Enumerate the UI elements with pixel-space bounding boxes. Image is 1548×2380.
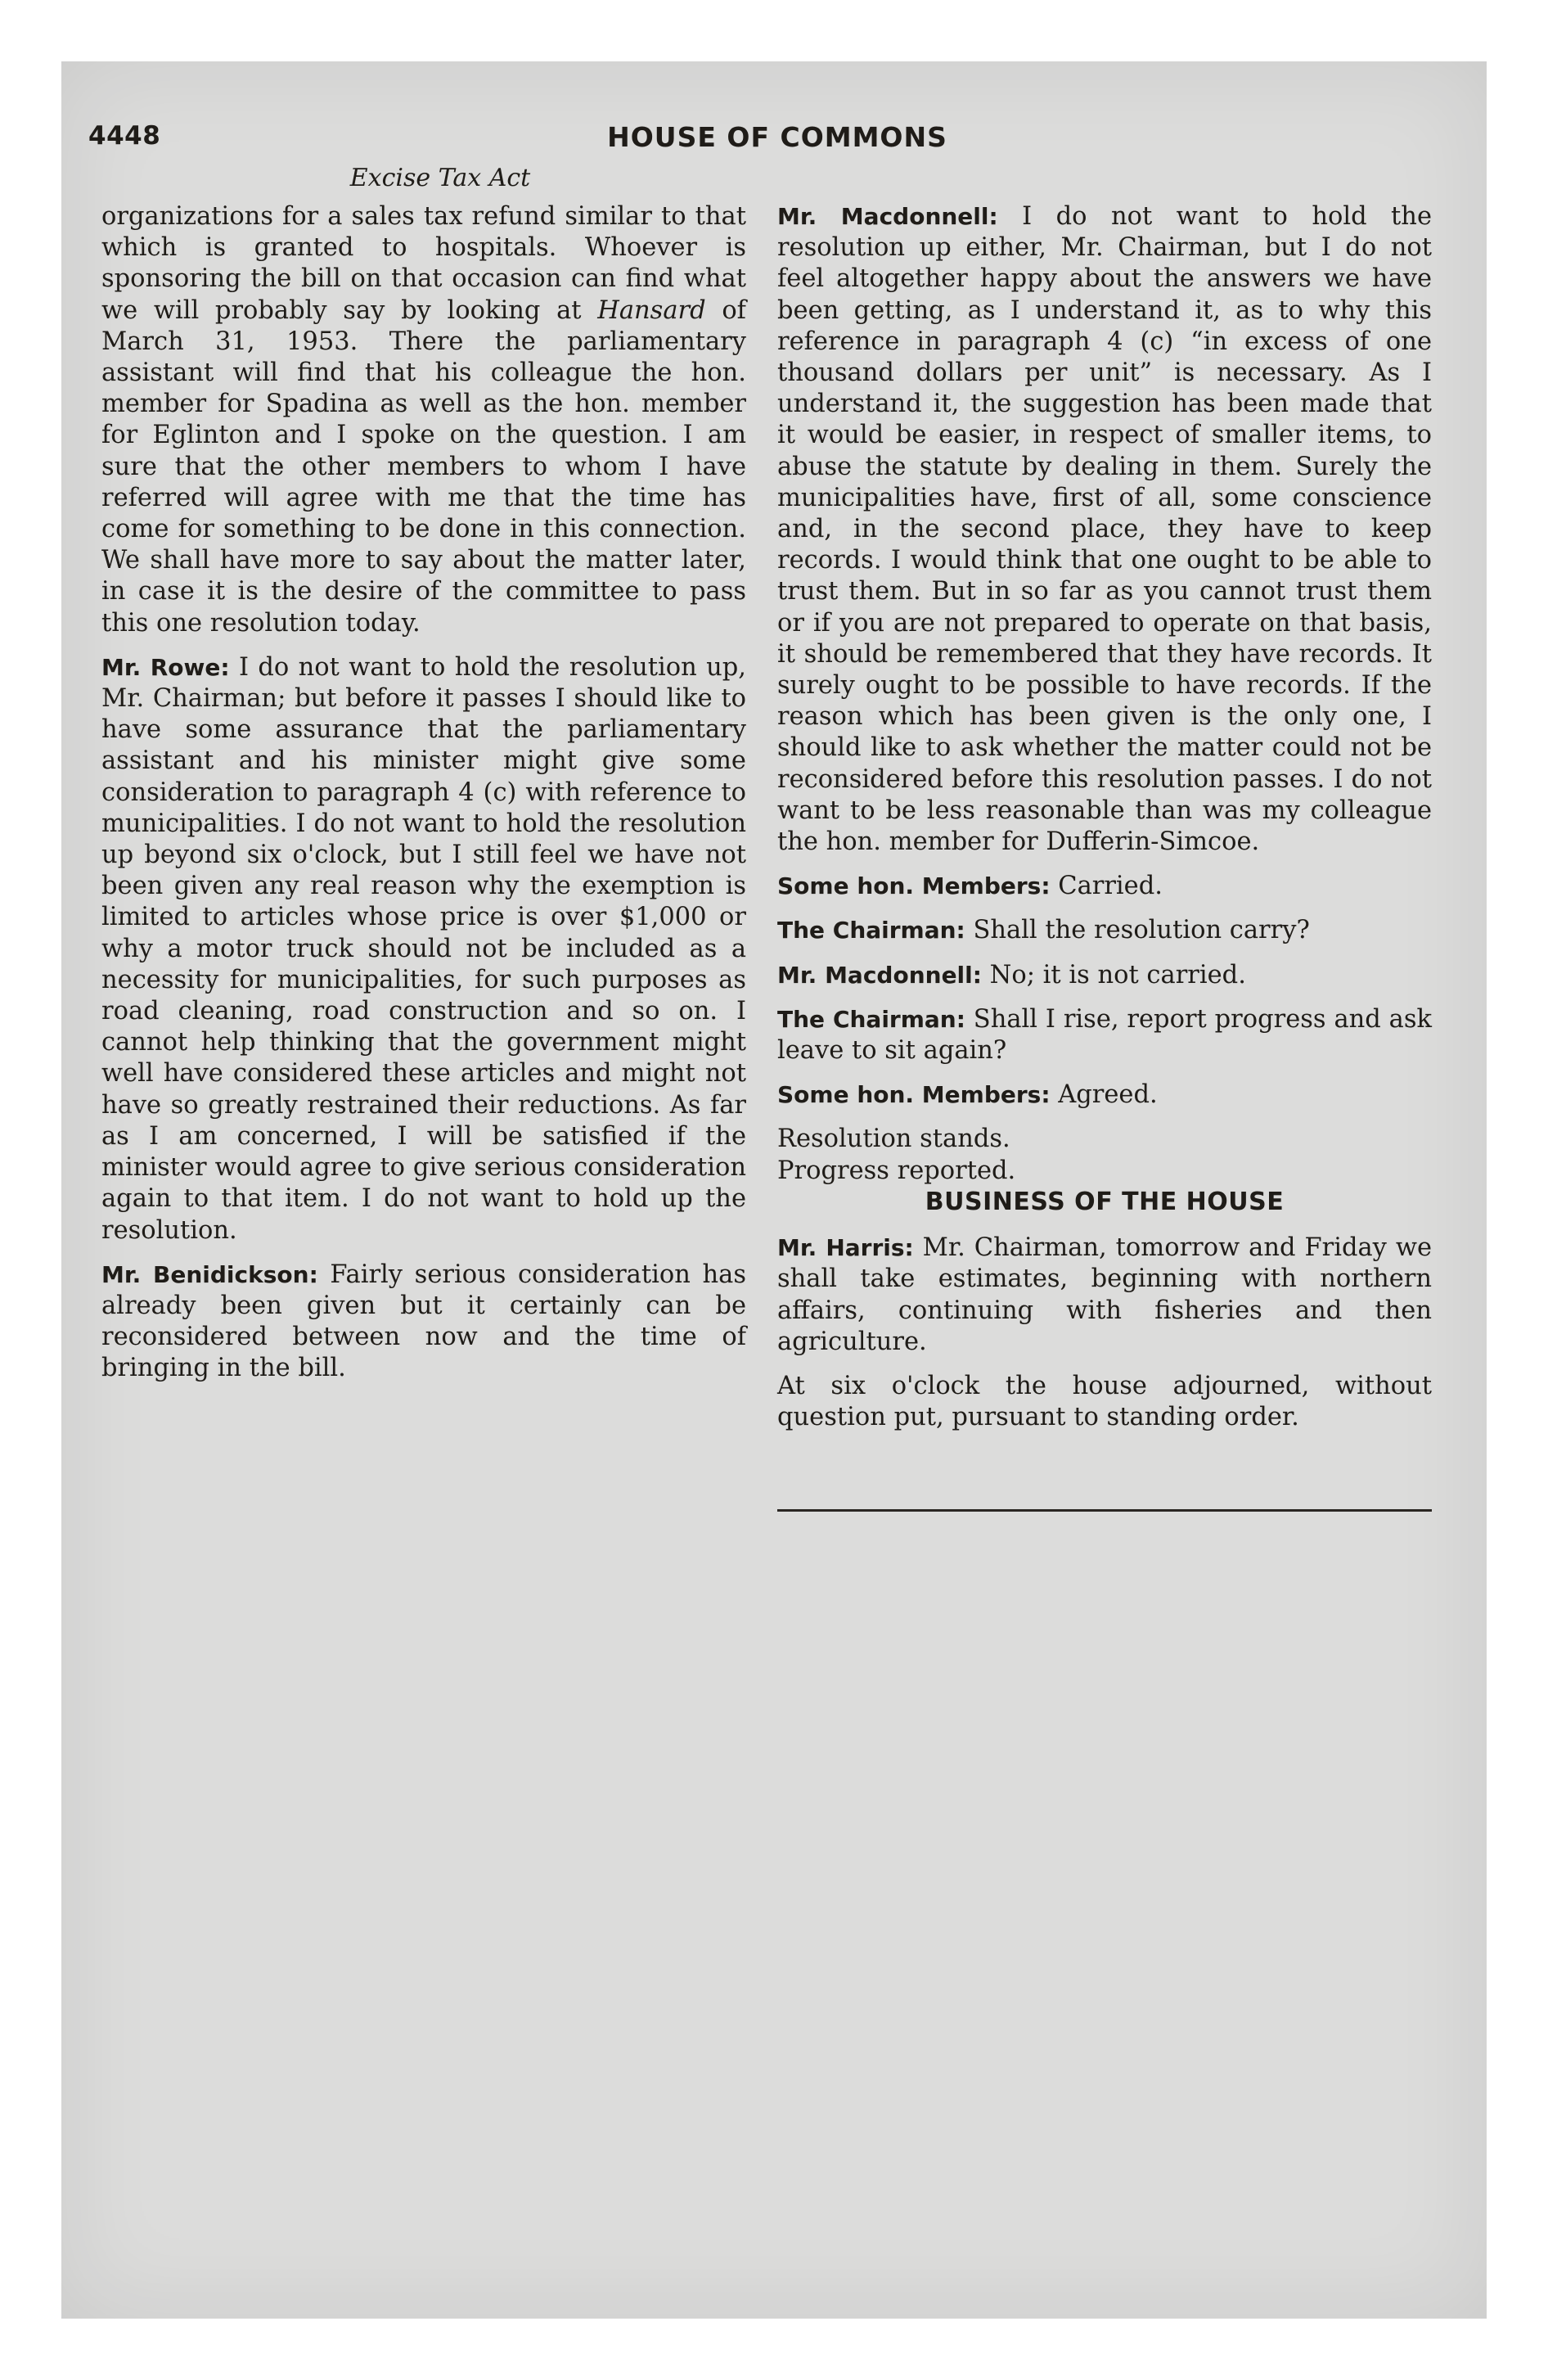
speaker-name: Mr. Harris: xyxy=(777,1234,914,1262)
speech-text: Shall the resolution carry? xyxy=(965,916,1310,945)
speaker-name: Mr. Benidickson: xyxy=(101,1260,318,1288)
speech xyxy=(777,201,1432,858)
progress-reported: Progress reported. xyxy=(777,1156,1016,1185)
speaker-name: Some hon. Members: xyxy=(777,1081,1051,1109)
speech-text: I do not want to hold the resolution up, Mr. Chairman; but before it passes I should like to have some assurance that the parliamentary assistant and his minister might give some consideration to paragraph 4 (c) with reference to municipalities. I do not want to hold the resolution up beyond six o'clock, but I still feel we have not been given any real reason why the exemption is limited to articles whose price is over $1,000 or why a motor truck should not be included as a necessity for municipalities, for such purposes as road cleaning, road construction and so on. I cannot help thinking that the government might well have considered these articles and might not have so greatly restrained their reductions. As far as I am concerned, I will be satisfied if the minister would agree to give serious consideration again to that item. I do not want to hold up the resolution. xyxy=(101,652,747,1245)
page-number: 4448 xyxy=(88,121,161,151)
paragraph-text: of March 31, 1953. There the parliamentary assistant will find that his colleague the hon. member for Spadina as well as the hon. member for Eglinton and I spoke on the question. I am sure that the other members to whom I have referred will agree with me that the time has come for something to be done in this connection. We shall have more to say about the matter later, in case it is the desire of the committee to pass this one resolution today. xyxy=(101,295,746,638)
speaker-name: Mr. Macdonnell: xyxy=(777,961,982,989)
hansard-reference: Hansard xyxy=(597,295,706,325)
speech xyxy=(777,1004,1432,1066)
speech xyxy=(777,960,1432,991)
speech-text: Shall I rise, report progress and ask leave to sit again? xyxy=(777,1004,1432,1066)
speech-text: Agreed. xyxy=(1050,1080,1158,1110)
section-heading: Excise Tax Act xyxy=(349,164,531,192)
adjournment-note: At six o'clock the house adjourned, without question put, pursuant to standing order. xyxy=(777,1371,1432,1432)
speaker-name: Some hon. Members: xyxy=(777,872,1051,900)
speech xyxy=(777,1233,1432,1358)
speech xyxy=(777,871,1432,902)
resolution-stands: Resolution stands. xyxy=(777,1125,1010,1154)
paragraph-text: organizations for a sales tax refund similar to that which is granted to hospitals. Whoever is sponsoring the bill on that occasion can find what we will probably say by looking at xyxy=(101,202,746,325)
speech-text: No; it is not carried. xyxy=(981,960,1246,989)
speech xyxy=(101,1260,746,1385)
end-rule xyxy=(777,1509,1432,1512)
speech xyxy=(777,1080,1432,1111)
speaker-name: The Chairman: xyxy=(777,1005,965,1033)
speech-text: Mr. Chairman, tomorrow and Friday we shall take estimates, beginning with northern affairs, continuing with fisheries and then agriculture. xyxy=(777,1233,1432,1356)
business-heading: BUSINESS OF THE HOUSE xyxy=(925,1187,1285,1216)
speaker-name: Mr. Rowe: xyxy=(101,653,230,681)
speech-text: Fairly serious consideration has already been given but it certainly can be reconsidered between now and the time of bringing in the bill. xyxy=(101,1260,746,1383)
speech-text: I do not want to hold the resolution up either, Mr. Chairman, but I do not feel altogether happy about the answers we have been getting, as I understand it, as to why this reference in paragraph 4 (c) “in excess of one thousand dollars per unit” is necessary. As I understand it, the suggestion has been made that it would be easier, in respect of smaller items, to abuse the statute by dealing in them. Surely the municipalities have, first of all, some conscience and, in the second place, they have to keep records. I would think that one ought to be able to trust them. But in so far as you cannot trust them or if you are not prepared to operate on that basis, it should be remembered that they have records. It surely ought to be possible to have records. If the reason which has been given is the only one, I should like to ask whether the matter could not be reconsidered before this resolution passes. I do not want to be less reasonable than was my colleague the hon. member for Dufferin-Simcoe. xyxy=(777,202,1433,857)
speech xyxy=(777,915,1432,946)
speech xyxy=(101,652,746,1246)
right-column xyxy=(777,201,1432,1446)
left-column xyxy=(101,201,746,1398)
paragraph xyxy=(101,201,746,639)
speaker-name: Mr. Macdonnell: xyxy=(777,203,998,230)
speaker-name: The Chairman: xyxy=(777,917,965,944)
speech-text: Carried. xyxy=(1050,872,1163,901)
running-head: HOUSE OF COMMONS xyxy=(607,121,947,153)
